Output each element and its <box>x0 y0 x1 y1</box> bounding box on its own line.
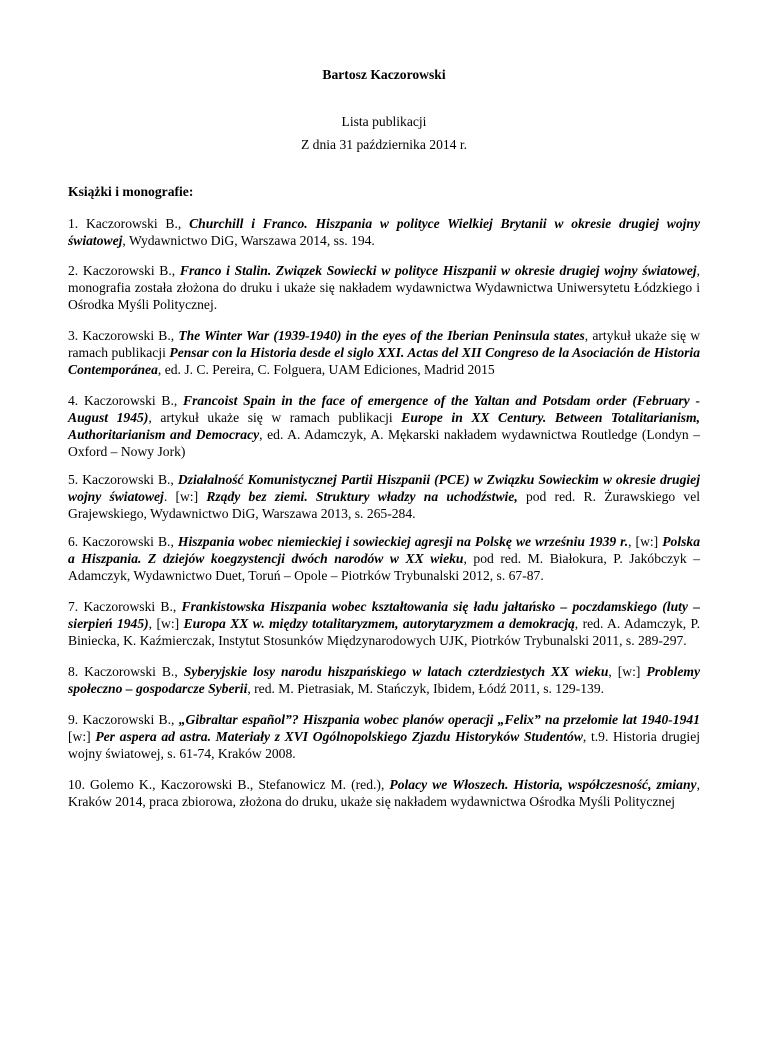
publication-details: [w:] <box>68 729 96 744</box>
publication-entry-5 <box>68 471 700 522</box>
publication-details: , red. M. Pietrasiak, M. Stańczyk, Ibidem, Łódź 2011, s. 129-139. <box>247 681 605 696</box>
publication-entry-9 <box>68 711 700 762</box>
publication-entry-4 <box>68 392 700 460</box>
entry-number: 7. Kaczorowski B., <box>68 599 182 614</box>
publication-entry-3 <box>68 327 700 378</box>
publication-details: , [w:] <box>148 616 184 631</box>
publication-details: , [w:] <box>628 534 663 549</box>
publication-details: , artykuł ukaże się w ramach publikacji <box>68 328 701 360</box>
publication-entry-7 <box>68 598 700 649</box>
publication-source-title: Polska a Hiszpania. Z dziejów koegzystencji dwóch narodów w XX wieku <box>68 534 700 566</box>
entry-number: 3. Kaczorowski B., <box>68 328 179 343</box>
section-heading: Książki i monografie: <box>68 184 194 199</box>
entry-number: 9. Kaczorowski B., <box>68 712 179 727</box>
publication-details: , red. A. Adamczyk, P. Biniecka, K. Kaźmierczak, Instytut Stosunków Międzynarodowych UJK, Piotrków Trybunalski 2011, s. 289-297. <box>68 616 700 648</box>
publication-title: Hiszpania wobec niemieckiej i sowieckiej agresji na Polskę we wrześniu 1939 r. <box>177 534 629 549</box>
entry-number: 10. Golemo K., Kaczorowski B., Stefanowicz M. (red.), <box>68 777 390 792</box>
entry-number: 1. Kaczorowski B., <box>68 216 190 231</box>
publication-details: , ed. J. C. Pereira, C. Folguera, UAM Ediciones, Madrid 2015 <box>157 362 495 377</box>
publication-entry-1 <box>68 215 700 249</box>
publication-entry-10 <box>68 776 700 810</box>
entry-number: 8. Kaczorowski B., <box>68 664 184 679</box>
publication-source-title: Europa XX w. między totalitaryzmem, autorytaryzmem a demokracją <box>183 616 575 631</box>
publication-title: Francoist Spain in the face of emergence of the Yaltan and Potsdam order (February - August 1945) <box>68 393 700 425</box>
publication-source-title: Pensar con la Historia desde el siglo XXI. Actas del XII Congreso de la Asociación de Historia Contemporánea <box>68 345 700 377</box>
publication-details: , Wydawnictwo DiG, Warszawa 2014, ss. 194. <box>122 233 375 248</box>
date-line: Z dnia 31 października 2014 r. <box>300 137 468 152</box>
publication-details: , pod red. M. Białokura, P. Jakóbczyk – Adamczyk, Wydawnictwo Duet, Toruń – Opole – Piotrków Trybunalski 2012, s. 67-87. <box>68 551 700 583</box>
publication-title: „Gibraltar español”? Hiszpania wobec planów operacji „Felix” na przełomie lat 1940-1941 <box>178 712 700 727</box>
publication-source-title: Per aspera ad astra. Materiały z XVI Ogólnopolskiego Zjazdu Historyków Studentów <box>95 729 583 744</box>
entry-number: 6. Kaczorowski B., <box>68 534 178 549</box>
publication-title: Polacy we Włoszech. Historia, współczesność, zmiany <box>389 777 697 792</box>
publication-source-title: Europe in XX Century. Between Totalitarianism, Authoritarianism and Democracy <box>68 410 701 442</box>
publication-title: The Winter War (1939-1940) in the eyes of the Iberian Peninsula states <box>178 328 585 343</box>
publication-details: pod red. R. Żurawskiego vel Grajewskiego, Wydawnictwo DiG, Warszawa 2013, s. 265-284. <box>68 489 701 521</box>
publication-title: Działalność Komunistycznej Partii Hiszpanii (PCE) w Związku Sowieckim w okresie drugiej wojny światowej <box>68 472 700 504</box>
publication-details: , ed. A. Adamczyk, A. Mękarski nakładem wydawnictwa Routledge (Londyn – Oxford – Nowy Jork) <box>68 427 700 459</box>
publication-source-title: Problemy społeczno – gospodarcze Syberii <box>68 664 701 696</box>
publication-entry-6 <box>68 533 700 584</box>
author-name: Bartosz Kaczorowski <box>322 67 446 82</box>
publication-entry-8 <box>68 663 700 697</box>
entry-number: 4. Kaczorowski B., <box>68 393 184 408</box>
publication-title: Syberyjskie losy narodu hiszpańskiego w latach czterdziestych XX wieku <box>183 664 609 679</box>
publication-details: . [w:] <box>163 489 207 504</box>
publication-details: , monografia została złożona do druku i ukaże się nakładem wydawnictwa Wydawnictwa Uniwersytetu Łódzkiego i Ośrodka Myśli Politycznej. <box>68 263 700 312</box>
publication-source-title: Rządy bez ziemi. Struktury władzy na uchodźstwie, <box>206 489 518 504</box>
document-page <box>0 66 768 1060</box>
list-title: Lista publikacji <box>341 114 427 129</box>
entry-number: 5. Kaczorowski B., <box>68 472 178 487</box>
publication-details: , artykuł ukaże się w ramach publikacji <box>148 410 402 425</box>
publication-details: , Kraków 2014, praca zbiorowa, złożona do druku, ukaże się nakładem wydawnictwa Ośrodka Myśli Politycznej <box>68 777 700 809</box>
publication-title: Frankistowska Hiszpania wobec kształtowania się ładu jałtańsko – poczdamskiego (luty – sierpień 1945) <box>68 599 700 631</box>
publication-entry-2 <box>68 262 700 313</box>
publication-title: Franco i Stalin. Związek Sowiecki w polityce Hiszpanii w okresie drugiej wojny światowej <box>179 263 697 278</box>
publication-title: Churchill i Franco. Hiszpania w polityce Wielkiej Brytanii w okresie drugiej wojny światowej <box>68 216 700 248</box>
publication-details: , t.9. Historia drugiej wojny światowej, s. 61-74, Kraków 2008. <box>68 729 701 761</box>
publication-details: , [w:] <box>608 664 647 679</box>
entry-number: 2. Kaczorowski B., <box>68 263 180 278</box>
